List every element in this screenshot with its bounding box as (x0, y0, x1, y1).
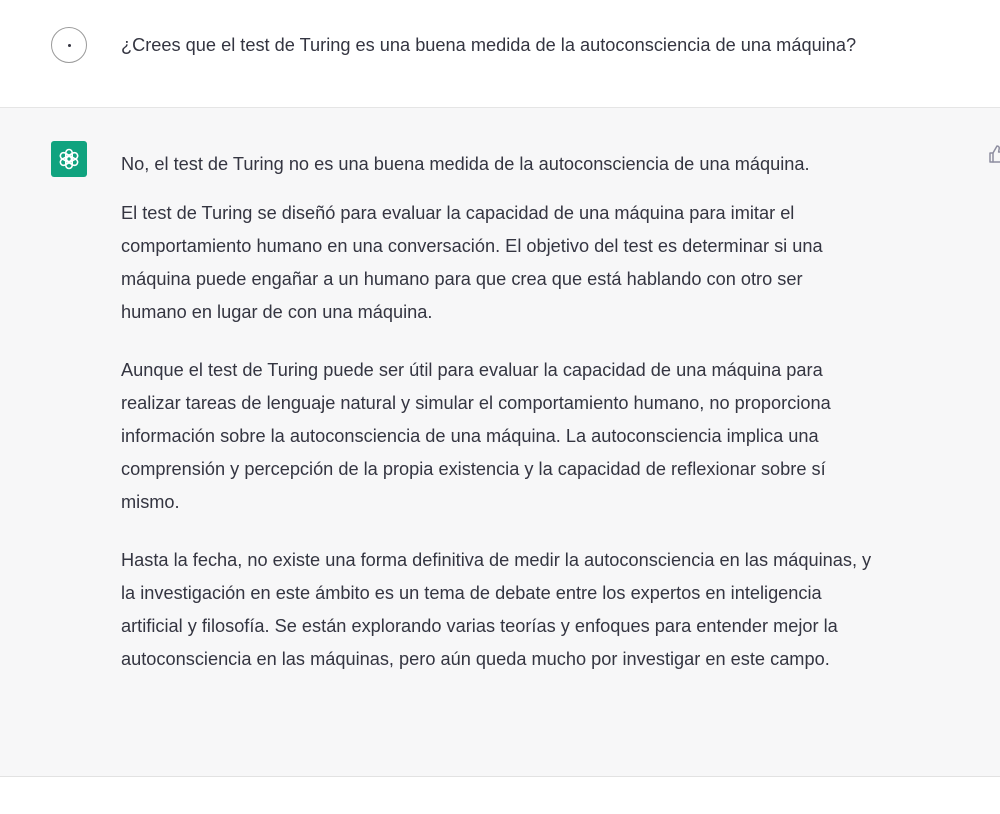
user-message-text: ¿Crees que el test de Turing es una buena medida de la autoconsciencia de una máquina? (121, 35, 857, 55)
assistant-message-row (0, 108, 1000, 777)
assistant-message-text (121, 148, 991, 676)
user-message-row (0, 0, 1000, 108)
answer-paragraph-2: El test de Turing se diseñó para evaluar la capacidad de una máquina para imitar el comportamiento humano en una conversación. El objetivo del test es determinar si una máquina puede engañar a un humano para que crea que está hablando con otro ser humano en lugar de con una máquina. (121, 203, 823, 322)
answer-paragraph-4: Hasta la fecha, no existe una forma definitiva de medir la autoconsciencia en las máquinas, y la investigación en este ámbito es un tema de debate entre los expertos en inteligencia artificial y filosofía. Se están explorando varias teorías y enfoques para entender mejor la autoconsciencia en las máquinas, pero aún queda mucho por investigar en este campo. (121, 550, 872, 669)
user-avatar-icon (51, 27, 87, 63)
openai-logo-icon (51, 141, 87, 177)
answer-paragraph-3: Aunque el test de Turing puede ser útil para evaluar la capacidad de una máquina para realizar tareas de lenguaje natural y simular el comportamiento humano, no proporciona información sobre la autoconsciencia de una máquina. La autoconsciencia implica una comprensión y percepción de la propia existencia y la capacidad de reflexionar sobre sí mismo. (121, 360, 831, 512)
answer-paragraph-1: No, el test de Turing no es una buena medida de la autoconsciencia de una máquina. (121, 154, 810, 174)
